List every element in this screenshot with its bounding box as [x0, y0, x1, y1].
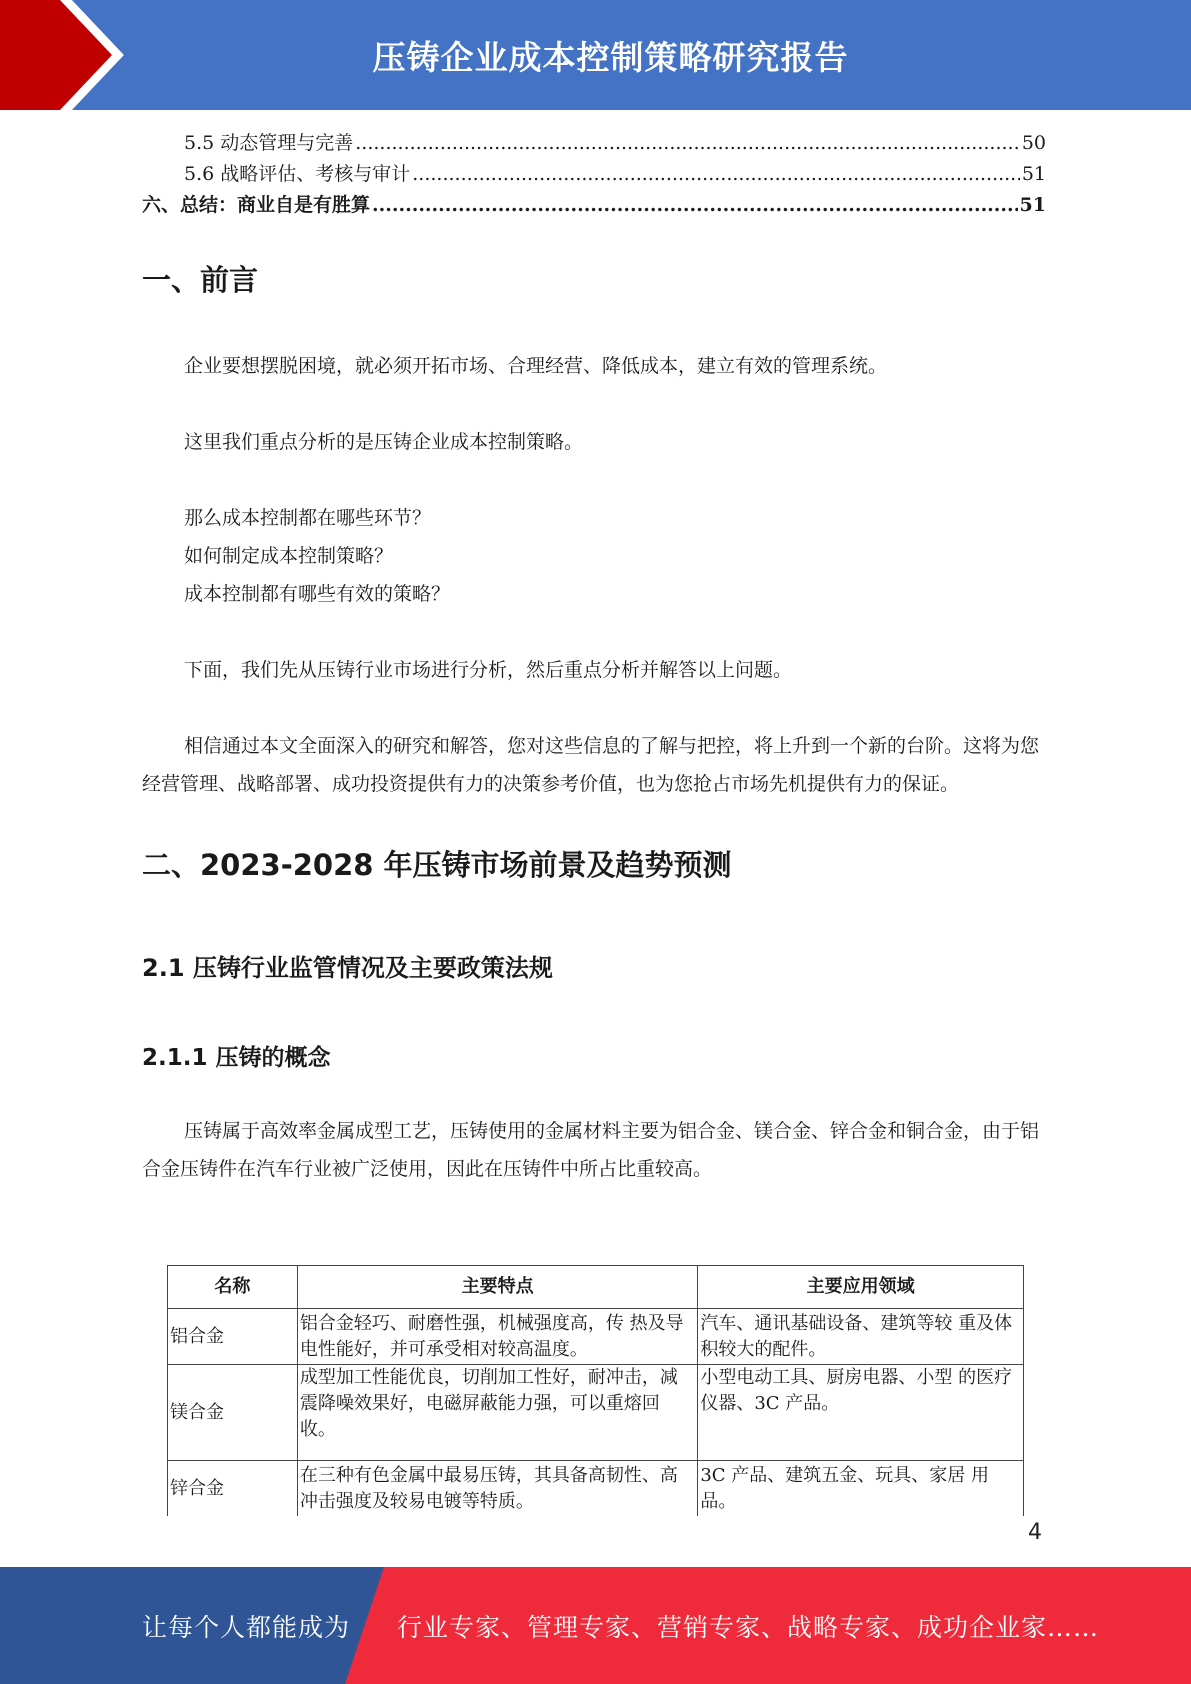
page-content	[142, 128, 1046, 1188]
question-line: 成本控制都有哪些有效的策略？	[184, 583, 451, 605]
page-number: 4	[1028, 1520, 1042, 1545]
column-header: 主要特点	[297, 1266, 698, 1309]
feature-cell: 铝合金轻巧、耐磨性强，机械强度高，传 热及导电性能好，并可承受相对较高温度。	[297, 1309, 698, 1365]
column-header: 名称	[168, 1266, 298, 1309]
subsection-heading: 2.1 压铸行业监管情况及主要政策法规	[142, 954, 553, 982]
alloy-comparison-table	[167, 1265, 1024, 1517]
application-cell: 汽车、通讯基础设备、建筑等较 重及体积较大的配件。	[698, 1309, 1024, 1365]
toc-entry-text: 5.5 动态管理与完善	[184, 132, 354, 154]
paragraph: 压铸属于高效率金属成型工艺，压铸使用的金属材料主要为铝合金、镁合金、锌合金和铜合金，由于铝合金压铸件在汽车行业被广泛使用，因此在压铸件中所占比重较高。	[142, 1120, 1040, 1180]
alloy-name-cell: 锌合金	[168, 1461, 298, 1517]
page-footer	[0, 1567, 1191, 1684]
application-cell: 3C 产品、建筑五金、玩具、家居 用品。	[698, 1461, 1024, 1517]
toc-leader-dots	[355, 132, 1020, 154]
table-header-row	[168, 1266, 1024, 1309]
paragraph: 这里我们重点分析的是压铸企业成本控制策略。	[184, 431, 584, 453]
footer-slogan-left: 让每个人都能成为	[142, 1612, 351, 1642]
toc-entry-page: 51	[1021, 163, 1046, 185]
paragraph: 下面，我们先从压铸行业市场进行分析，然后重点分析并解答以上问题。	[184, 659, 793, 681]
column-header: 主要应用领域	[698, 1266, 1024, 1309]
toc-entry[interactable]	[142, 128, 1046, 159]
question-line: 那么成本控制都在哪些环节？	[184, 507, 432, 529]
feature-cell: 在三种有色金属中最易压铸，其具备高韧性、高冲击强度及较易电镀等特质。	[297, 1461, 698, 1517]
footer-slogan-right: 行业专家、管理专家、营销专家、战略专家、成功企业家……	[397, 1612, 1100, 1642]
table-of-contents	[142, 128, 1046, 221]
toc-leader-dots	[412, 163, 1020, 185]
alloy-name-cell: 镁合金	[168, 1365, 298, 1461]
toc-entry-text: 5.6 战略评估、考核与审计	[184, 163, 411, 185]
paragraph: 企业要想摆脱困境，就必须开拓市场、合理经营、降低成本，建立有效的管理系统。	[184, 355, 888, 377]
toc-entry-text: 六、总结：商业自是有胜算	[142, 194, 371, 216]
header-arrow-decoration	[0, 0, 150, 110]
table-row	[168, 1309, 1024, 1365]
question-line: 如何制定成本控制策略？	[184, 545, 394, 567]
feature-cell: 成型加工性能优良，切削加工性好，耐冲击，减震降噪效果好，电磁屏蔽能力强，可以重熔回收。	[297, 1365, 698, 1461]
section-heading-market: 二、2023-2028 年压铸市场前景及趋势预测	[142, 848, 732, 882]
toc-entry-page: 51	[1019, 194, 1046, 216]
toc-leader-dots	[372, 194, 1018, 216]
toc-entry[interactable]	[142, 159, 1046, 190]
page-header	[0, 0, 1191, 110]
application-cell: 小型电动工具、厨房电器、小型 的医疗仪器、3C 产品。	[698, 1365, 1024, 1461]
table-row	[168, 1461, 1024, 1517]
section-heading-preface: 一、前言	[142, 263, 259, 297]
alloy-name-cell: 铝合金	[168, 1309, 298, 1365]
toc-entry-page: 50	[1021, 132, 1046, 154]
table-row	[168, 1365, 1024, 1461]
report-title: 压铸企业成本控制策略研究报告	[372, 37, 849, 77]
subsubsection-heading: 2.1.1 压铸的概念	[142, 1045, 331, 1071]
toc-entry[interactable]	[142, 190, 1046, 221]
paragraph: 相信通过本文全面深入的研究和解答，您对这些信息的了解与把控，将上升到一个新的台阶。这将为您经营管理、战略部署、成功投资提供有力的决策参考价值，也为您抢占市场先机提供有力的保证。	[142, 735, 1040, 795]
